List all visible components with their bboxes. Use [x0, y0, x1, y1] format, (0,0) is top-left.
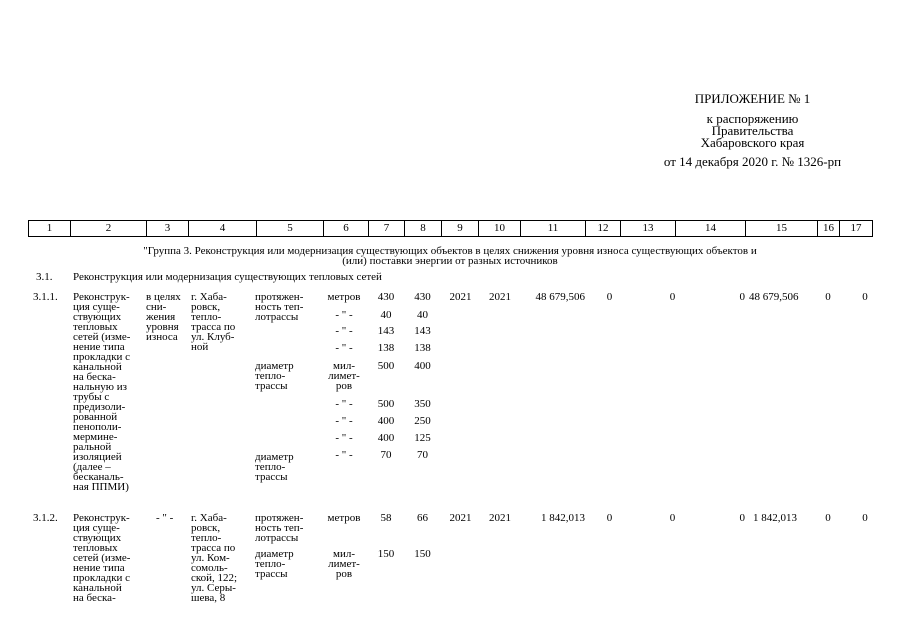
value-after: 66 — [417, 512, 428, 524]
cell-line: трассы — [255, 568, 288, 580]
cell-line: (далее – — [73, 461, 111, 473]
unit-cell: - " - — [335, 432, 353, 444]
cell-line: ской, 122; — [191, 572, 238, 584]
row-parameter — [255, 292, 303, 322]
row-purpose — [146, 292, 181, 342]
appendix-line-2: Правительства — [711, 123, 794, 138]
cell-line: мил- — [333, 360, 355, 372]
cell-line: протяжен- — [255, 291, 304, 303]
unit-cell: - " - — [335, 398, 353, 410]
value-after: 70 — [417, 449, 428, 461]
value-after: 125 — [414, 432, 431, 444]
value-before: 150 — [377, 548, 395, 560]
cell-line: протяжен- — [255, 512, 304, 524]
row-name — [73, 292, 130, 492]
value-before: 400 — [377, 432, 395, 444]
row-number: 3.1.1. — [33, 291, 58, 303]
cell-line: ной — [191, 341, 209, 353]
column-number-6: 6 — [324, 221, 369, 237]
section-number: 3.1. — [36, 271, 53, 283]
cell-line: г. Хаба- — [191, 512, 227, 524]
cost-col-15: 48 679,506 — [749, 291, 799, 303]
cell-line: сомоль- — [191, 562, 228, 574]
row-location — [191, 292, 235, 352]
cell-line: шева, 8 — [191, 592, 226, 604]
cell-line: канальной — [73, 582, 122, 594]
cost-col-17: 0 — [862, 512, 868, 524]
unit-cell — [320, 361, 368, 391]
cost-col-16: 0 — [825, 512, 831, 524]
cell-line: прокладки с — [73, 572, 131, 584]
appendix-line-3: Хабаровского края — [700, 135, 805, 150]
cell-line: тепло- — [255, 461, 286, 473]
unit-cell: - " - — [335, 309, 353, 321]
cell-line: Реконструк- — [73, 512, 130, 524]
cell-line: ция суще- — [73, 522, 120, 534]
unit-cell: метров — [327, 291, 361, 303]
column-number-13: 13 — [621, 221, 676, 237]
cost-col-13: 0 — [669, 512, 676, 524]
cell-line: трассы — [255, 471, 288, 483]
row-parameter — [255, 549, 294, 579]
column-number-8: 8 — [405, 221, 442, 237]
unit-cell: - " - — [335, 415, 353, 427]
value-after: 250 — [414, 415, 431, 427]
cell-line: диаметр — [255, 451, 294, 463]
cell-line: ров — [335, 568, 353, 580]
unit-cell: - " - — [335, 325, 353, 337]
cell-line: ральной — [73, 441, 112, 453]
value-before: 430 — [377, 291, 395, 303]
cost-col-14: 0 — [739, 512, 745, 524]
value-before: 40 — [380, 309, 392, 321]
row-parameter — [255, 452, 294, 482]
cell-line: тепло- — [191, 532, 222, 544]
cell-line: Реконструк- — [73, 291, 130, 303]
value-before: 143 — [377, 325, 395, 337]
value-after: 150 — [414, 548, 431, 560]
cell-line: на беска- — [73, 592, 116, 604]
column-number-17: 17 — [840, 221, 873, 237]
column-number-10: 10 — [479, 221, 521, 237]
unit-cell: - " - — [335, 449, 353, 461]
column-number-1: 1 — [29, 221, 71, 237]
appendix-line-4: от 14 декабря 2020 г. № 1326-рп — [663, 154, 842, 169]
unit-cell — [320, 549, 368, 579]
cost-col-12: 0 — [606, 512, 613, 524]
cell-line: диаметр — [255, 548, 294, 560]
cell-line: диаметр — [255, 360, 294, 372]
column-number-3: 3 — [147, 221, 189, 237]
cell-line: тепловых — [73, 321, 118, 333]
cell-line: изоляцией — [73, 451, 122, 463]
value-before: 58 — [380, 512, 392, 524]
cell-line: износа — [146, 331, 178, 343]
cell-line: ул. Серы- — [191, 582, 236, 594]
cell-line: жения — [146, 311, 176, 323]
column-number-9: 9 — [442, 221, 479, 237]
cell-line: ствующих — [73, 311, 122, 323]
cell-line: трасса по — [191, 321, 236, 333]
value-after: 400 — [414, 360, 431, 372]
column-number-7: 7 — [369, 221, 405, 237]
year-end: 2021 — [489, 291, 511, 303]
cell-line: тепло- — [255, 558, 286, 570]
cell-line: уровня — [146, 321, 179, 333]
cell-line: мермине- — [73, 431, 118, 443]
cell-line: нение типа — [73, 562, 125, 574]
cell-line: лимет- — [328, 370, 360, 382]
column-number-11: 11 — [521, 221, 586, 237]
cell-line: лотрассы — [255, 532, 299, 544]
cell-line: ул. Ком- — [191, 552, 230, 564]
row-parameter — [255, 361, 294, 391]
group-title-line-1: "Группа 3. Реконструкция или модернизация существующих объектов в целях снижения уровня износа существующих объектов и — [143, 245, 757, 257]
cell-line: мил- — [333, 548, 355, 560]
cell-line: нение типа — [73, 341, 125, 353]
group-title-line-2: (или) поставки энергии от разных источников — [342, 255, 558, 267]
value-after: 430 — [414, 291, 431, 303]
cell-line: ров — [335, 380, 353, 392]
value-after: 138 — [414, 342, 431, 354]
year-start: 2021 — [449, 291, 472, 303]
appendix-title: ПРИЛОЖЕНИЕ № 1 — [694, 91, 811, 106]
value-before: 400 — [377, 415, 395, 427]
section-title: Реконструкция или модернизация существующих тепловых сетей — [73, 271, 382, 283]
column-number-14: 14 — [676, 221, 746, 237]
value-before: 500 — [377, 398, 395, 410]
cell-line: нальную из — [73, 381, 127, 393]
value-before: 138 — [377, 342, 395, 354]
cell-line: г. Хаба- — [191, 291, 227, 303]
cell-line: прокладки с — [73, 351, 131, 363]
cell-line: ность теп- — [255, 522, 304, 534]
column-number-12: 12 — [586, 221, 621, 237]
column-number-5: 5 — [257, 221, 324, 237]
column-number-2: 2 — [71, 221, 147, 237]
cell-line: сетей (изме- — [73, 552, 131, 564]
value-after: 350 — [414, 398, 431, 410]
cell-line: предизоли- — [73, 401, 126, 413]
row-purpose: - " - — [156, 512, 174, 524]
cell-line: лимет- — [328, 558, 360, 570]
cell-line: в целях — [146, 291, 181, 303]
cell-line: ность теп- — [255, 301, 304, 313]
cell-line: ная ППМИ) — [73, 481, 129, 493]
cell-line: рованной — [73, 411, 118, 423]
cell-line: ул. Клуб- — [191, 331, 235, 343]
value-before: 70 — [380, 449, 392, 461]
cell-line: пенополи- — [73, 421, 122, 433]
cell-line: сни- — [146, 301, 167, 313]
row-number: 3.1.2. — [33, 512, 58, 524]
cell-line: ция суще- — [73, 301, 120, 313]
cost-col-15: 1 842,013 — [753, 512, 797, 524]
column-number-16: 16 — [818, 221, 840, 237]
cell-line: сетей (изме- — [73, 331, 131, 343]
cost-col-13: 0 — [669, 291, 676, 303]
cell-line: трубы с — [73, 391, 110, 403]
cell-line: тепловых — [73, 542, 118, 554]
row-name — [73, 513, 130, 603]
total-cost: 1 842,013 — [541, 512, 585, 524]
cost-col-12: 0 — [606, 291, 613, 303]
cell-line: ровск, — [191, 301, 221, 313]
column-number-row — [28, 220, 873, 237]
cell-line: трассы — [255, 380, 288, 392]
row-parameter — [255, 513, 303, 543]
unit-cell: метров — [327, 512, 361, 524]
cell-line: тепло- — [255, 370, 286, 382]
column-number-4: 4 — [189, 221, 257, 237]
appendix-line-1: к распоряжению — [706, 111, 799, 126]
cell-line: на беска- — [73, 371, 116, 383]
cell-line: ровск, — [191, 522, 221, 534]
total-cost: 48 679,506 — [535, 291, 585, 303]
cost-col-14: 0 — [739, 291, 745, 303]
cell-line: лотрассы — [255, 311, 299, 323]
column-number-15: 15 — [746, 221, 818, 237]
cost-col-16: 0 — [825, 291, 831, 303]
cell-line: тепло- — [191, 311, 222, 323]
value-after: 40 — [417, 309, 428, 321]
cell-line: канальной — [73, 361, 122, 373]
year-start: 2021 — [449, 512, 472, 524]
cell-line: трасса по — [191, 542, 236, 554]
unit-cell: - " - — [335, 342, 353, 354]
cost-col-17: 0 — [862, 291, 868, 303]
row-location — [191, 513, 237, 603]
year-end: 2021 — [489, 512, 511, 524]
cell-line: ствующих — [73, 532, 122, 544]
cell-line: бесканаль- — [73, 471, 124, 483]
value-before: 500 — [377, 360, 395, 372]
value-after: 143 — [414, 325, 431, 337]
